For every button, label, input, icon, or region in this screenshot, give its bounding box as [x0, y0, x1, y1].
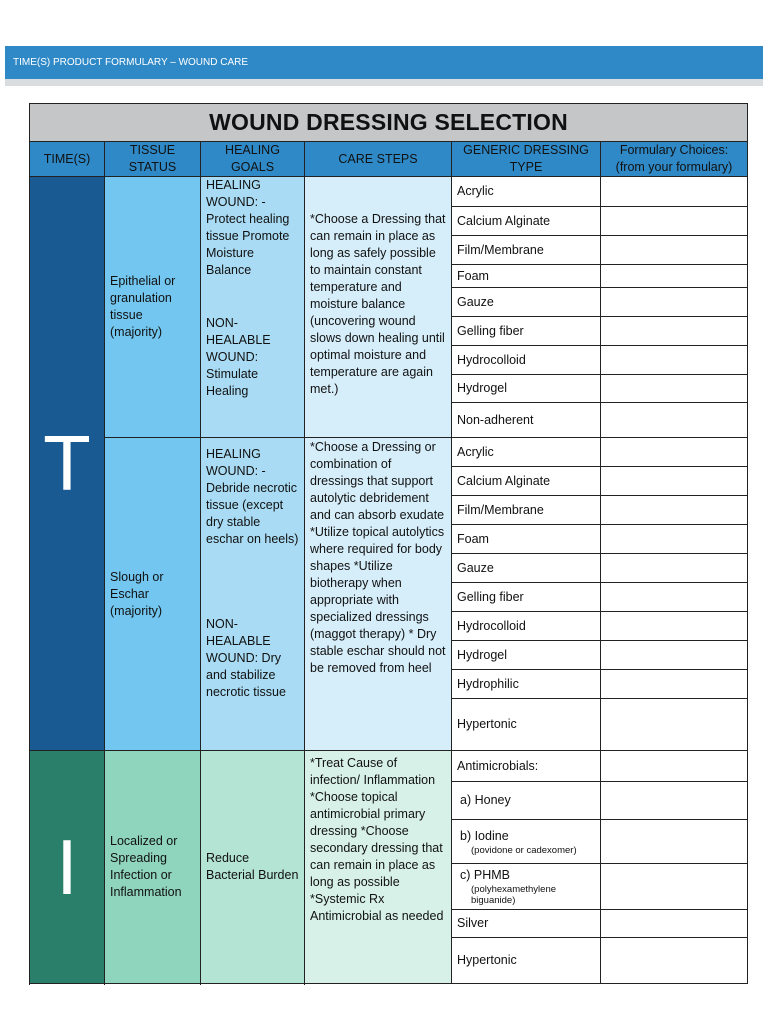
goal-healing: HEALING WOUND: - Debride necrotic tissue (except dry stable eschar on heels) — [206, 447, 299, 546]
care-steps-infection: *Treat Cause of infection/ Inflammation *Choose topical antimicrobial primary dressing *Choose secondary dressing that can remain in place as long as possible *Systemic Rx Antimicrobial as needed — [305, 751, 452, 984]
col-header-tissue-status: TISSUE STATUS — [105, 142, 201, 177]
page-header-bar — [5, 46, 763, 86]
tissue-status-epithelial: Epithelial or granulation tissue (majority) — [105, 177, 201, 438]
formulary-choice-cell[interactable] — [601, 612, 748, 641]
formulary-choice-cell[interactable] — [601, 177, 748, 207]
care-steps-slough: *Choose a Dressing or combination of dressings that support autolytic debridement and can absorb exudate *Utilize topical autolytics where required for body shapes *Utilize biotherapy when appropriate with specialized dressings (maggot therapy) * Dry stable eschar should not be removed from heel — [305, 438, 452, 751]
formulary-choice-cell[interactable] — [601, 317, 748, 346]
formulary-choice-cell[interactable] — [601, 346, 748, 375]
section-letter-i: I — [30, 751, 105, 984]
dressing-type: a) Honey — [452, 782, 601, 820]
formulary-choice-cell[interactable] — [601, 699, 748, 751]
dressing-type: Acrylic — [452, 438, 601, 467]
formulary-choice-cell[interactable] — [601, 782, 748, 820]
formulary-choice-cell[interactable] — [601, 288, 748, 317]
formulary-choice-cell[interactable] — [601, 496, 748, 525]
dressing-type: Calcium Alginate — [452, 207, 601, 236]
formulary-choice-cell[interactable] — [601, 375, 748, 403]
dressing-type: Hydrophilic — [452, 670, 601, 699]
formulary-choice-cell[interactable] — [601, 938, 748, 984]
formulary-choice-cell[interactable] — [601, 670, 748, 699]
dressing-type-note: (povidone or cadexomer) — [471, 844, 577, 856]
formulary-choice-cell[interactable] — [601, 403, 748, 438]
section-letter-t: T — [30, 177, 105, 751]
dressing-type: Non-adherent — [452, 403, 601, 438]
care-steps-epithelial: *Choose a Dressing that can remain in place as long as safely possible to maintain constant temperature and moisture balance (uncovering wound slows down healing until optimal moisture and temperature are again met.) — [305, 177, 452, 438]
col-header-dressing-type: GENERIC DRESSING TYPE — [452, 142, 601, 177]
formulary-choice-cell[interactable] — [601, 525, 748, 554]
goal-healing: HEALING WOUND: - Protect healing tissue Promote Moisture Balance — [206, 178, 290, 277]
healing-goals-infection: Reduce Bacterial Burden — [201, 751, 305, 984]
dressing-type-label: c) PHMB — [460, 868, 510, 882]
dressing-type: Calcium Alginate — [452, 467, 601, 496]
formulary-choice-cell[interactable] — [601, 641, 748, 670]
dressing-type: Silver — [452, 910, 601, 938]
dressing-type: Hypertonic — [452, 938, 601, 984]
formulary-choice-cell[interactable] — [601, 207, 748, 236]
dressing-type: Hypertonic — [452, 699, 601, 751]
formulary-choice-cell[interactable] — [601, 554, 748, 583]
tissue-status-slough: Slough or Eschar (majority) — [105, 438, 201, 751]
formulary-choice-cell[interactable] — [601, 438, 748, 467]
dressing-type: Gelling fiber — [452, 317, 601, 346]
wound-dressing-table — [29, 103, 748, 984]
dressing-type: Hydrocolloid — [452, 346, 601, 375]
formulary-choice-cell[interactable] — [601, 751, 748, 782]
col-header-formulary-choices: Formulary Choices: (from your formulary) — [601, 142, 748, 177]
dressing-type: Gauze — [452, 554, 601, 583]
formulary-choice-cell[interactable] — [601, 236, 748, 265]
dressing-type: Film/Membrane — [452, 496, 601, 525]
formulary-choice-cell[interactable] — [601, 820, 748, 864]
formulary-choice-cell[interactable] — [601, 910, 748, 938]
dressing-type: Antimicrobials: — [452, 751, 601, 782]
col-header-healing-goals: HEALING GOALS — [201, 142, 305, 177]
page-header-title: TIME(S) PRODUCT FORMULARY – WOUND CARE — [13, 57, 249, 68]
formulary-choice-cell[interactable] — [601, 265, 748, 288]
formulary-choice-cell[interactable] — [601, 583, 748, 612]
col-header-times: TIME(S) — [30, 142, 105, 177]
healing-goals-epithelial — [201, 177, 305, 438]
dressing-type-iodine — [452, 820, 601, 864]
dressing-type: Foam — [452, 265, 601, 288]
table-title: WOUND DRESSING SELECTION — [30, 104, 748, 142]
tissue-status-infection: Localized or Spreading Infection or Inflammation — [105, 751, 201, 984]
dressing-type: Gelling fiber — [452, 583, 601, 612]
formulary-choice-cell[interactable] — [601, 864, 748, 910]
dressing-type: Acrylic — [452, 177, 601, 207]
dressing-type: Hydrogel — [452, 375, 601, 403]
dressing-type: Foam — [452, 525, 601, 554]
dressing-type-phmb — [452, 864, 601, 910]
dressing-type: Hydrocolloid — [452, 612, 601, 641]
col-header-care-steps: CARE STEPS — [305, 142, 452, 177]
goal-nonhealable: NON-HEALABLE WOUND: Stimulate Healing — [206, 316, 271, 398]
goal-nonhealable: NON-HEALABLE WOUND: Dry and stabilize necrotic tissue — [206, 617, 286, 699]
dressing-type: Film/Membrane — [452, 236, 601, 265]
dressing-type: Gauze — [452, 288, 601, 317]
dressing-type-label: b) Iodine — [460, 828, 509, 843]
dressing-type: Hydrogel — [452, 641, 601, 670]
dressing-type-note: (polyhexamethylene biguanide) — [471, 884, 557, 906]
healing-goals-slough — [201, 438, 305, 751]
formulary-choice-cell[interactable] — [601, 467, 748, 496]
